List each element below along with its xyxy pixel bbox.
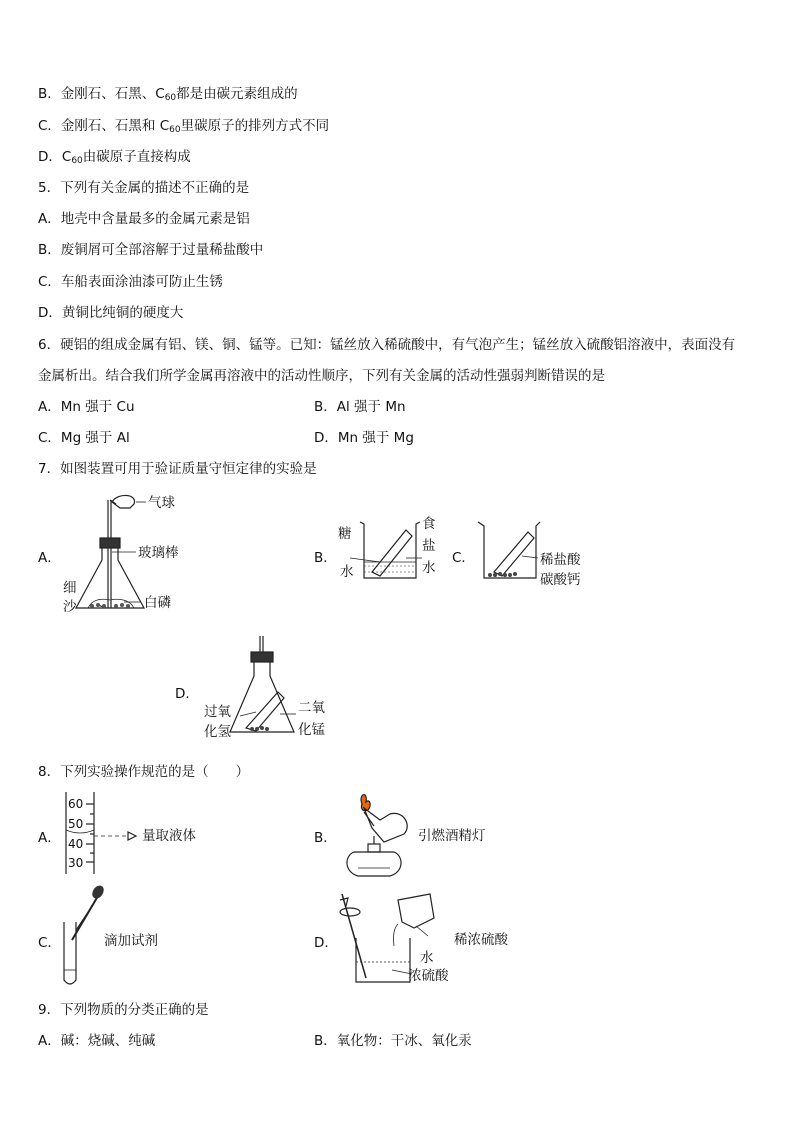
q7a-sand-label-1: 细 <box>63 580 77 596</box>
q7-stem: 7．如图装置可用于验证质量守恒定律的实验是 <box>38 461 317 477</box>
q6-stem-line2: 金属析出。结合我们所学金属再溶液中的活动性顺序，下列有关金属的活动性强弱判断错误的是 <box>38 368 605 384</box>
q7-option-c: C． <box>452 550 475 566</box>
q8-option-c: C． <box>38 935 61 951</box>
q7d-mno2-label-2: 化锰 <box>298 722 325 738</box>
q5-option-d: D．黄铜比纯铜的硬度大 <box>38 305 184 321</box>
q7-option-d: D． <box>175 686 199 702</box>
q7-figure-a-flask-diagram <box>60 490 200 620</box>
q8-stem: 8．下列实验操作规范的是（ ） <box>38 764 250 780</box>
q8c-label: 滴加试剂 <box>104 933 158 949</box>
q7c-carbonate-label: 碳酸钙 <box>540 572 581 588</box>
q8-figure-a-cylinder-diagram <box>62 790 222 880</box>
q7c-acid-label: 稀盐酸 <box>540 552 581 568</box>
q9-option-a: A．碱：烧碱、纯碱 <box>38 1033 156 1049</box>
q8d-label: 稀浓硫酸 <box>454 932 508 948</box>
q9-stem: 9．下列物质的分类正确的是 <box>38 1002 209 1018</box>
q6-option-b: B．Al 强于 Mn <box>314 399 406 415</box>
q8-figure-b-alcohol-lamp-diagram <box>334 790 534 880</box>
q6-stem-line1: 6．硬铝的组成金属有铝、镁、铜、锰等。已知：锰丝放入稀硫酸中，有气泡产生；锰丝放入硫酸铝溶液中，表面没有 <box>38 337 736 353</box>
q8-option-b: B． <box>314 830 337 846</box>
q7a-phosphorus-label: 白磷 <box>144 595 171 611</box>
q7d-h2o2-label-1: 过氧 <box>204 704 231 720</box>
q6-option-d: D．Mn 强于 Mg <box>314 430 414 446</box>
q8b-label: 引燃酒精灯 <box>418 828 486 844</box>
q8a-tick-30: 30 <box>68 856 84 870</box>
q9-option-b: B．氧化物：干冰、氧化汞 <box>314 1033 472 1049</box>
q7a-rod-label: 玻璃棒 <box>138 545 179 561</box>
q8-figure-c-dropper-diagram <box>58 884 218 992</box>
q7-figure-c-beaker-diagram <box>474 514 604 594</box>
q6-option-a: A．Mn 强于 Cu <box>38 399 135 415</box>
q7-option-b: B． <box>314 550 337 566</box>
q5-option-c: C．车船表面涂油漆可防止生锈 <box>38 274 223 290</box>
q7d-mno2-label-1: 二氧 <box>298 700 325 716</box>
q8a-label: 量取液体 <box>142 828 196 844</box>
q7-figure-b-beaker-diagram <box>336 514 446 584</box>
q7-figure-d-flask-diagram <box>200 634 340 744</box>
q8d-acid-label: 浓硫酸 <box>408 968 449 984</box>
q7b-salt-label-3: 水 <box>422 560 436 576</box>
q7a-sand-label-2: 沙 <box>63 599 77 615</box>
q4-option-b: B．金刚石、石黑、$C_{60}$都是由碳元素组成的 <box>38 86 298 103</box>
q7-option-a: A． <box>38 550 61 566</box>
q4-option-c: C．金刚石、石黑和 $C_{60}$里碳原子的排列方式不同 <box>38 118 330 135</box>
q8-figure-d-dilution-diagram <box>336 890 536 988</box>
q8d-water-label: 水 <box>420 950 434 966</box>
q7b-sugar-label-1: 糖 <box>338 526 352 542</box>
q7b-salt-label-1: 食 <box>422 516 436 532</box>
q5-option-a: A．地壳中含量最多的金属元素是铝 <box>38 211 250 227</box>
q8a-tick-60: 60 <box>68 797 84 811</box>
q7d-h2o2-label-2: 化氢 <box>204 724 231 740</box>
q8a-tick-50: 50 <box>68 817 84 831</box>
q7b-salt-label-2: 盐 <box>422 538 436 554</box>
q8-option-d: D． <box>314 935 338 951</box>
q7b-sugar-label-2: 水 <box>340 564 354 580</box>
q5-option-b: B．废铜屑可全部溶解于过量稀盐酸中 <box>38 242 264 258</box>
q7a-balloon-label: 气球 <box>148 495 175 511</box>
q8a-tick-40: 40 <box>68 837 84 851</box>
q6-option-c: C．Mg 强于 Al <box>38 430 130 446</box>
q5-stem: 5．下列有关金属的描述不正确的是 <box>38 180 250 196</box>
q4-option-d: D．$C_{60}$由碳原子直接构成 <box>38 149 191 166</box>
q8-option-a: A． <box>38 830 61 846</box>
